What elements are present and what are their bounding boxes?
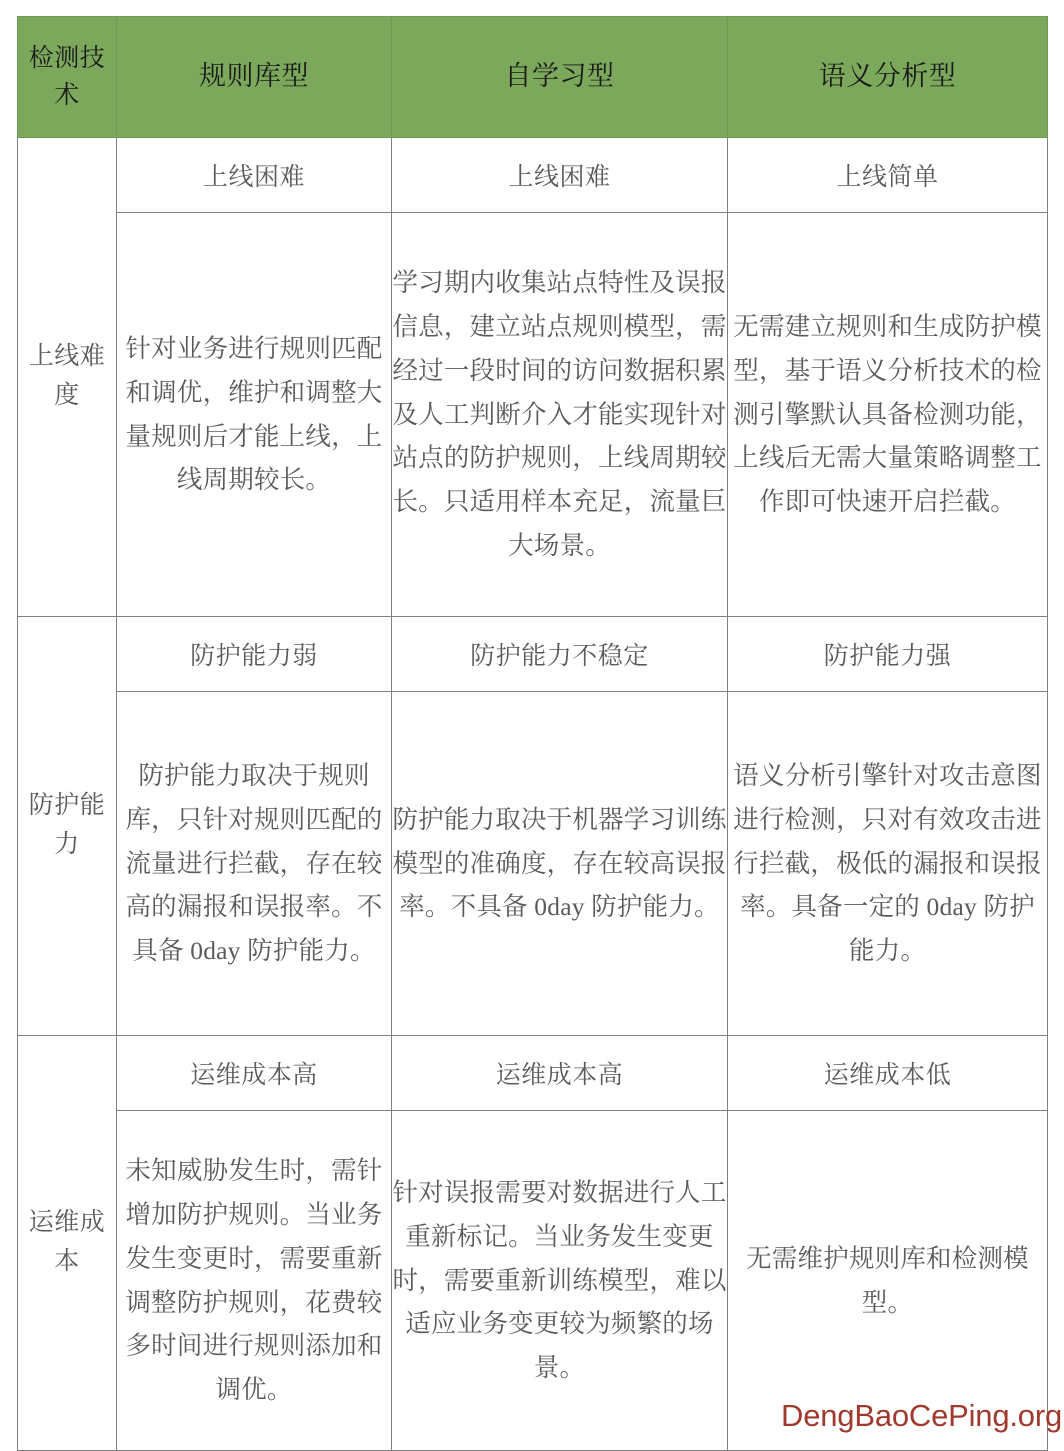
detail-cell: 语义分析引擎针对攻击意图进行检测，只对有效攻击进行拦截，极低的漏报和误报率。具备一定的 0day 防护能力。 <box>728 692 1048 1036</box>
table-row <box>18 617 1048 692</box>
detail-cell: 防护能力取决于机器学习训练模型的准确度，存在较高误报率。不具备 0day 防护能力。 <box>392 692 728 1036</box>
detail-cell: 未知威胁发生时，需针增加防护规则。当业务发生变更时，需要重新调整防护规则，花费较多时间进行规则添加和调优。 <box>117 1111 392 1451</box>
header-cell-semantic-analysis: 语义分析型 <box>728 17 1048 138</box>
detail-cell: 学习期内收集站点特性及误报信息，建立站点规则模型，需经过一段时间的访问数据积累及人工判断介入才能实现针对站点的防护规则，上线周期较长。只适用样本充足，流量巨大场景。 <box>392 213 728 617</box>
header-cell-corner: 检测技术 <box>18 17 117 138</box>
row-label-protection-capability: 防护能力 <box>18 617 117 1036</box>
summary-cell: 上线困难 <box>117 138 392 213</box>
site-watermark: DengBaoCePing.org <box>781 1398 1062 1433</box>
detail-cell: 无需建立规则和生成防护模型，基于语义分析技术的检测引擎默认具备检测功能，上线后无需大量策略调整工作即可快速开启拦截。 <box>728 213 1048 617</box>
table-row <box>18 1036 1048 1111</box>
header-cell-self-learning: 自学习型 <box>392 17 728 138</box>
table-header-row <box>18 17 1048 138</box>
table-row <box>18 692 1048 1036</box>
summary-cell: 上线困难 <box>392 138 728 213</box>
summary-cell: 运维成本低 <box>728 1036 1048 1111</box>
summary-cell: 防护能力弱 <box>117 617 392 692</box>
row-label-deployment-difficulty: 上线难度 <box>18 138 117 617</box>
header-cell-rule-based: 规则库型 <box>117 17 392 138</box>
table-row <box>18 213 1048 617</box>
detail-cell: 针对业务进行规则匹配和调优，维护和调整大量规则后才能上线，上线周期较长。 <box>117 213 392 617</box>
summary-cell: 运维成本高 <box>392 1036 728 1111</box>
row-label-operation-cost: 运维成本 <box>18 1036 117 1451</box>
table-row <box>18 138 1048 213</box>
summary-cell: 上线简单 <box>728 138 1048 213</box>
summary-cell: 防护能力不稳定 <box>392 617 728 692</box>
detail-cell: 针对误报需要对数据进行人工重新标记。当业务发生变更时，需要重新训练模型，难以适应业务变更较为频繁的场景。 <box>392 1111 728 1451</box>
detail-cell: 防护能力取决于规则库，只针对规则匹配的流量进行拦截，存在较高的漏报和误报率。不具备 0day 防护能力。 <box>117 692 392 1036</box>
summary-cell: 防护能力强 <box>728 617 1048 692</box>
detection-technology-comparison-table <box>17 16 1048 1451</box>
detail-cell: 无需维护规则库和检测模型。 <box>728 1111 1048 1451</box>
summary-cell: 运维成本高 <box>117 1036 392 1111</box>
